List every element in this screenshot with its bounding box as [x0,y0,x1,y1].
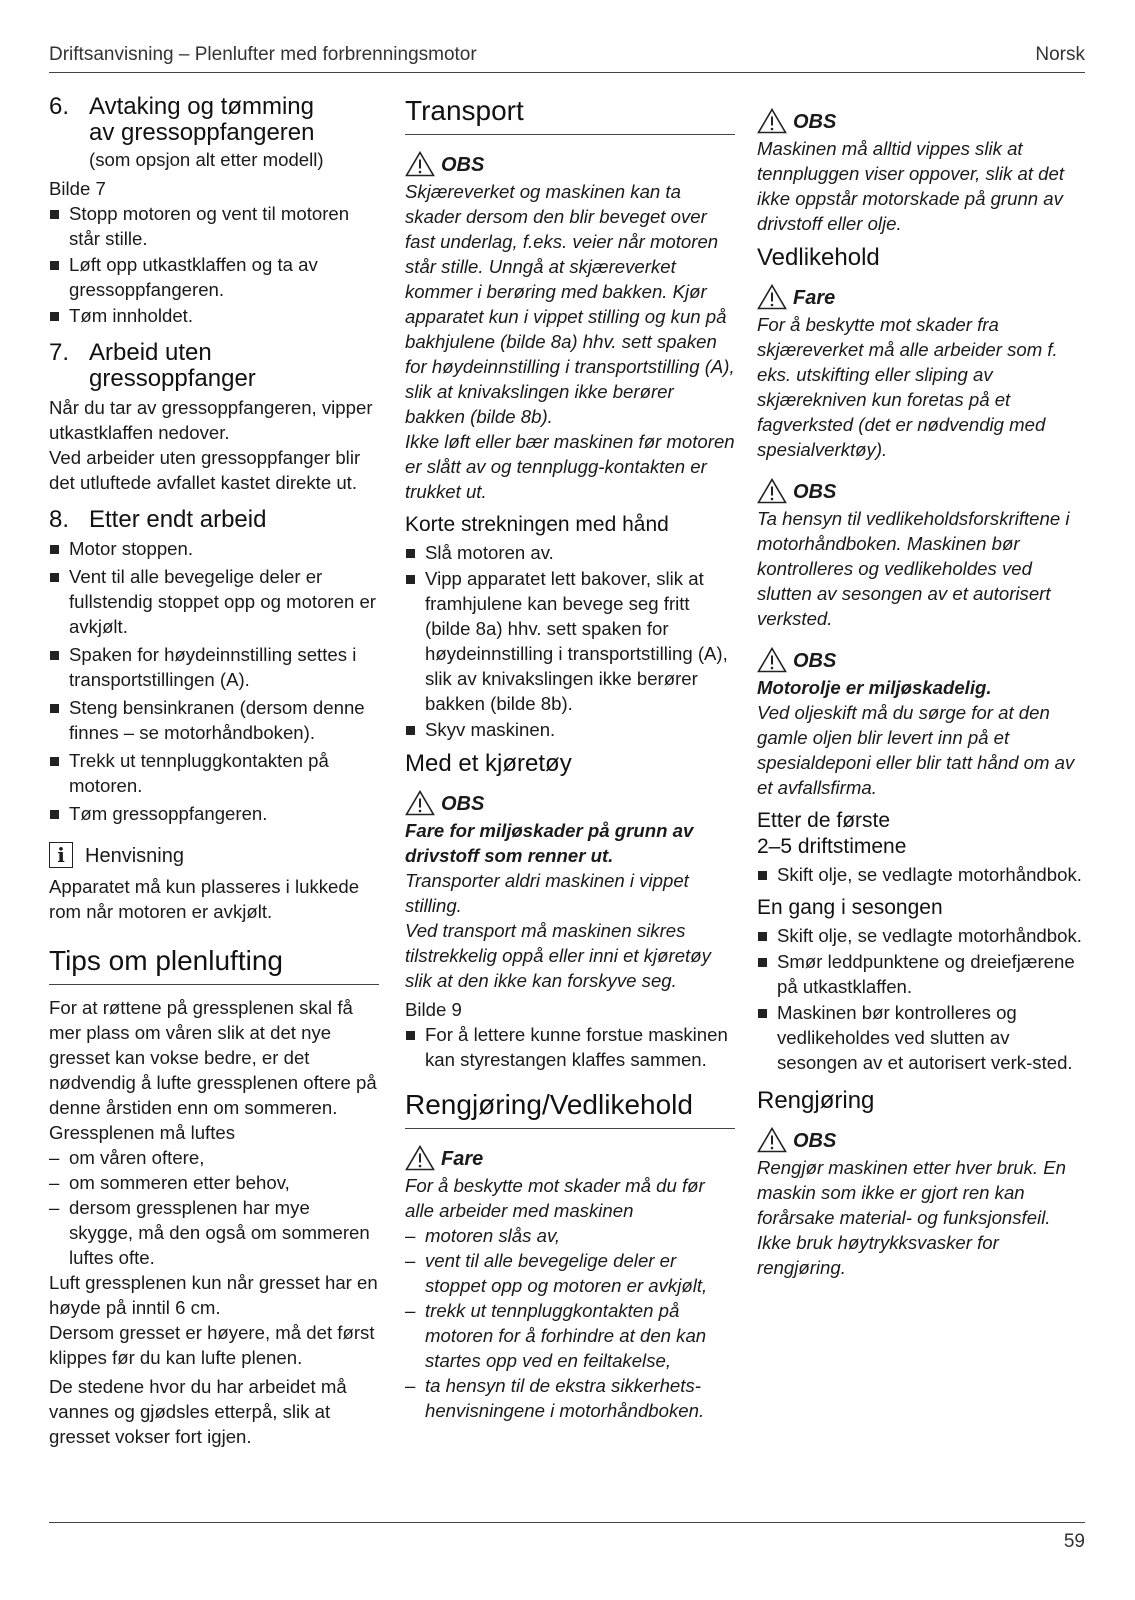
info-icon: i [49,842,73,868]
sesong-section [757,895,1085,1075]
page-header [49,42,1085,73]
warning-text: For å beskytte mot skader fra skjæreverket må alle arbeider som f. eks. utskifting eller sliping av skjærekniven kun foretas på et fagverksted (det er nødvendig med spesialverktøy). [757,314,1058,460]
warning-text: Ved transport må maskinen sikres tilstrekkelig oppå eller inni et kjøretøy slik at den ikke kan forskyve seg. [405,920,711,991]
list-item: Tøm gressoppfangeren. [49,801,379,826]
tips-section [49,944,379,1449]
kjoretoy-section [405,750,735,1072]
paragraph: De stedene hvor du har arbeidet må vannes og gjødsles etterpå, slik at gresset vokser fort igjen. [49,1376,347,1447]
page-footer [49,1522,1085,1552]
image-reference: Bilde 7 [49,178,106,199]
subsection-heading: Etter de første 2–5 driftstimene [757,809,907,858]
list-item: Maskinen bør kontrolleres og vedlikeholdes ved slutten av sesongen av et autorisert verk-sted. [757,1000,1085,1075]
warning-icon [405,1145,435,1171]
image-reference: Bilde 9 [405,999,462,1020]
list-item: Tøm innholdet. [49,303,379,328]
dash-list [405,1223,735,1423]
warning-label: OBS [441,154,485,176]
warning-label: OBS [793,111,837,133]
section-heading: Tips om plenlufting [49,944,379,985]
section-heading: Rengjøring/Vedlikehold [405,1088,735,1129]
bullet-list [49,536,379,826]
warning-text: Skjæreverket og maskinen kan ta skader dersom den blir beveget over fast underlag, f.eks. veier når motoren står stille. Unngå at skjæreverket kommer i berøring med bakken. Kjør apparatet kun i vippet stilling og kun på bakhjulene (bilde 8a) hhv. sett spaken for høydeinnstilling i transportstilling (A), slik at knivakslingen ikke berører bakken (bilde 8b). [405,181,735,427]
rengjoring-section [757,1087,1085,1280]
section-8 [49,507,379,826]
note-label: Henvisning [85,845,184,867]
warning-label: Fare [441,1148,484,1170]
warning-text: Ved oljeskift må du sørge for at den gamle oljen blir levert inn på et spesialdeponi eller blir tatt hånd om av et avfallsfirma. [757,702,1075,798]
section-7 [49,340,379,495]
dash-list [49,1145,379,1270]
warning-icon [757,108,787,134]
section-number: 8. [49,506,70,533]
list-item: – ta hensyn til de ekstra sikkerhets-henvisningene i motorhåndboken. [405,1373,735,1423]
warning-label: OBS [793,481,837,503]
note-text: Apparatet må kun plasseres i lukkede rom når motoren er avkjølt. [49,876,360,922]
warning-icon [757,1127,787,1153]
warning-icon [757,284,787,310]
list-item: Spaken for høydeinnstilling settes i transportstillingen (A). [49,642,379,692]
note-block [49,842,379,924]
subsection-heading: En gang i sesongen [757,896,943,919]
bullet-list [405,540,735,742]
paragraph: Gressplenen må luftes [49,1122,236,1143]
section-number: 6. [49,93,70,120]
warning-label: OBS [441,793,485,815]
list-item: Løft opp utkastklaffen og ta av gressoppfangeren. [49,252,379,302]
list-item: Smør leddpunktene og dreiefjærene på utkastklaffen. [757,949,1085,999]
paragraph: Når du tar av gressoppfangeren, vipper utkastklaffen nedover. [49,397,373,443]
section-title: Avtaking og tømming av gressoppfangeren [89,93,315,146]
warning-text: Ikke bruk høytrykksvasker for rengjøring. [757,1232,999,1278]
section-subtitle: (som opsjon alt etter modell) [89,149,324,170]
obs-block [757,108,1085,236]
list-item: Skift olje, se vedlagte motorhåndbok. [757,862,1085,887]
page-number: 59 [1063,1531,1085,1552]
warning-text: Ikke løft eller bær maskinen før motoren er slått av og tennplugg-kontakten er trukket ut. [405,431,735,502]
warning-icon [405,151,435,177]
list-item: Motor stoppen. [49,536,379,561]
section-heading: Transport [405,94,735,135]
bullet-list [49,201,379,328]
warning-text: For å beskytte mot skader må du før alle arbeider med maskinen [405,1175,705,1221]
warning-text: Maskinen må alltid vippes slik at tennpluggen viser oppover, slik at det ikke oppstår motorskade på grunn av drivstoff eller olje. [757,138,1064,234]
column-3 [757,94,1085,1280]
warning-icon [757,647,787,673]
paragraph: For at røttene på gressplenen skal få mer plass om våren slik at det nye gresset kan vokse bedre, er det nødvendig å lufte gressplenen oftere på denne årstiden enn om sommeren. [49,997,377,1118]
column-1 [49,94,379,1449]
bullet-list [405,1022,735,1072]
warning-icon [405,790,435,816]
list-item: Vent til alle bevegelige deler er fullstendig stoppet opp og motoren er avkjølt. [49,564,379,639]
warning-text: Transporter aldri maskinen i vippet stilling. [405,870,689,916]
list-item: Slå motoren av. [405,540,735,565]
list-item: – om våren oftere, [49,1145,379,1170]
warning-text: Ta hensyn til vedlikeholdsforskriftene i motorhåndboken. Maskinen bør kontrolleres og vedlikeholdes ved slutten av sesongen av et autorisert verksted. [757,508,1070,629]
column-2 [405,94,735,1423]
bullet-list [757,862,1085,887]
list-item: – vent til alle bevegelige deler er stoppet opp og motoren er avkjølt, [405,1248,735,1298]
warning-label: OBS [793,1130,837,1152]
list-item: – om sommeren etter behov, [49,1170,379,1195]
list-item: Skyv maskinen. [405,717,735,742]
warning-text: Rengjør maskinen etter hver bruk. En maskin som ikke er gjort ren kan forårsake material- og funksjonsfeil. [757,1157,1066,1228]
list-item: For å lettere kunne forstue maskinen kan styrestangen klaffes sammen. [405,1022,735,1072]
warning-label: OBS [793,650,837,672]
subsection-heading: Korte strekningen med hånd [405,513,669,536]
subsection-heading: Rengjøring [757,1087,875,1114]
transport-section [405,94,735,504]
etter-section [757,808,1085,887]
vedlikehold-section [757,244,1085,800]
section-title: Etter endt arbeid [89,506,267,533]
rengjoring-vedlikehold-section [405,1088,735,1423]
list-item: Vipp apparatet lett bakover, slik at framhjulene kan bevege seg fritt (bilde 8a) hhv. sett spaken for høydeinnstilling i transportstilling (A), slik av knivakslingen ikke berører bakken (bilde 8b). [405,566,735,716]
subsection-heading: Med et kjøretøy [405,750,572,777]
list-item: – dersom gressplenen har mye skygge, må den også om sommeren luftes ofte. [49,1195,379,1270]
warning-label: Fare [793,287,836,309]
paragraph: Dersom gresset er høyere, må det først klippes før du kan lufte plenen. [49,1322,375,1368]
list-item: – motoren slås av, [405,1223,735,1248]
document-title: Driftsanvisning – Plenlufter med forbrenningsmotor [49,44,477,65]
language-label: Norsk [1035,44,1085,65]
section-6 [49,94,379,328]
section-number: 7. [49,339,70,366]
warning-emphasis: Fare for miljøskader på grunn av drivstoff som renner ut. [405,820,694,866]
korte-section [405,512,735,742]
section-title: Arbeid uten gressoppfanger [89,339,256,392]
list-item: Skift olje, se vedlagte motorhåndbok. [757,923,1085,948]
list-item: – trekk ut tennpluggkontakten på motoren for å forhindre at den kan startes opp ved en feiltakelse, [405,1298,735,1373]
bullet-list [757,923,1085,1075]
subsection-heading: Vedlikehold [757,244,880,271]
paragraph: Luft gressplenen kun når gresset har en høyde på inntil 6 cm. [49,1272,378,1318]
warning-emphasis: Motorolje er miljøskadelig. [757,677,992,698]
list-item: Steng bensinkranen (dersom denne finnes – se motorhåndboken). [49,695,379,745]
warning-icon [757,478,787,504]
list-item: Stopp motoren og vent til motoren står stille. [49,201,379,251]
list-item: Trekk ut tennpluggkontakten på motoren. [49,748,379,798]
paragraph: Ved arbeider uten gressoppfanger blir det utluftede avfallet kastet direkte ut. [49,447,361,493]
